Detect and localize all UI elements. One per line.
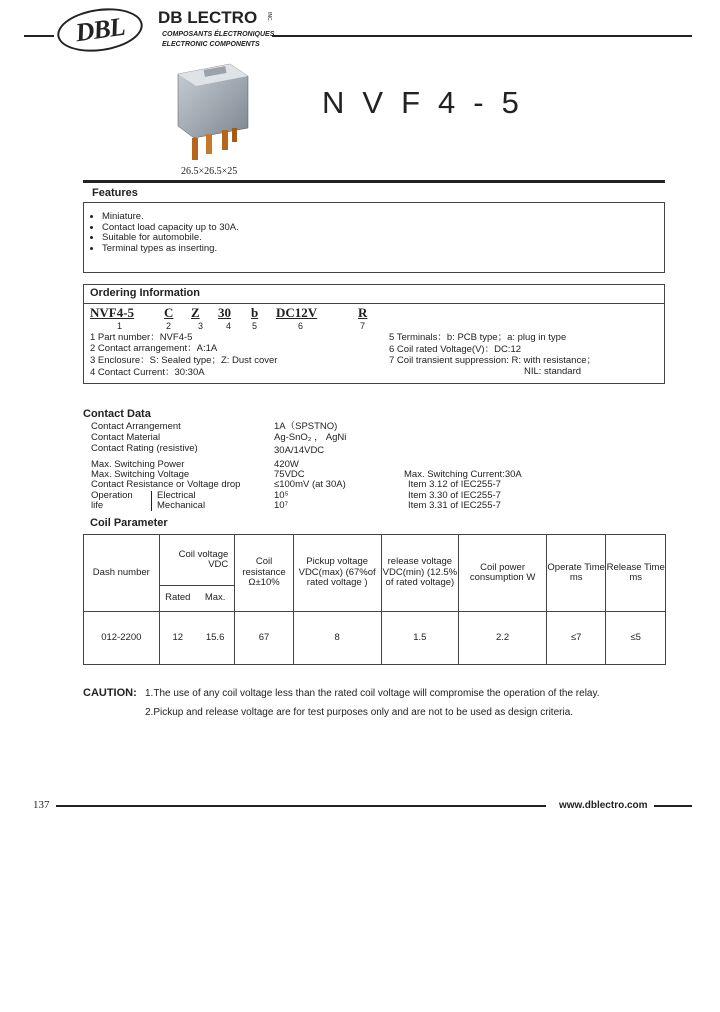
contact-label: Max. Switching Power [91,459,185,470]
cell-rated: 12 [159,612,196,665]
feature-item: • Miniature. [102,212,239,223]
order-code-part: C [164,305,174,320]
col-header-rated: Rated [159,586,196,612]
electrical-label: Electrical [157,490,196,501]
table-row [84,612,666,665]
feature-item: • Contact load capacity up to 30A. [102,223,239,234]
order-code-part: NVF4-5 [90,305,135,320]
electrical-value: 10⁵ [274,490,289,501]
contact-extra: Max. Switching Current:30A [404,469,522,480]
cell-resistance: 67 [235,612,294,665]
col-header-max: Max. [196,586,235,612]
contact-value: 30A/14VDC [274,445,325,456]
order-code-part: Z [191,305,200,320]
order-code-num: 6 [298,321,304,331]
mechanical-label: Mechanical [157,500,206,511]
operation-life-divider [151,491,152,511]
contact-value: 75VDC [274,469,305,480]
col-header-release: release voltage VDC(min) (12.5% of rated voltage) [381,535,459,612]
product-title: NVF4-5 [322,85,537,120]
col-header-release-time: Release Time ms [606,535,666,612]
features-list [92,212,239,254]
website: www.dblectro.com [559,800,648,811]
contact-label: Max. Switching Voltage [91,469,190,480]
electrical-ref: Item 3.30 of IEC255-7 [408,490,501,501]
caution-line-1: 1.The use of any coil voltage less than the rated coil voltage will compromise the operation of the relay. [145,688,600,699]
order-code-num: 2 [166,321,172,331]
cell-operate: ≤7 [546,612,606,665]
col-header-power: Coil power consumption W [459,535,547,612]
feature-item: • Terminal types as inserting. [102,244,239,255]
caution-line-2: 2.Pickup and release voltage are for test purposes only and are not to be used as design criteria. [145,707,574,718]
coil-parameter-table [83,534,666,665]
header-rule-left [24,35,54,37]
brand-name: DB LECTRO [158,8,258,27]
cell-pickup: 8 [293,612,381,665]
brand-mark: INC. [266,12,272,22]
col-header-resistance: Coil resistance Ω±10% [235,535,294,612]
contact-label: Contact Arrangement [91,421,181,432]
relay-image [170,60,260,165]
cell-power: 2.2 [459,612,547,665]
mechanical-value: 10⁷ [274,500,289,511]
order-code-num: 7 [360,321,366,331]
order-code-part: 30 [218,305,231,320]
ordering-right-item: 7 Coil transient suppression: R: with resistance； [389,355,596,366]
ordering-right-item: 6 Coil rated Voltage(V)：DC:12 [389,344,522,355]
page-number: 137 [33,799,50,811]
contact-value: 1A（SPSTNO) [274,421,338,432]
ordering-left-item: 2 Contact arrangement：A:1A [90,343,218,354]
contact-heading: Contact Data [83,408,151,420]
operation-label: Operation [91,490,133,501]
contact-value: Ag-SnO₂ ， AgNi [274,432,347,443]
features-rule [83,180,665,183]
contact-label: Contact Material [91,432,161,443]
order-code-part: b [251,305,259,320]
contact-value: 420W [274,459,299,470]
mechanical-ref: Item 3.31 of IEC255-7 [408,500,501,511]
contact-extra: Item 3.12 of IEC255-7 [408,479,501,490]
caution-label: CAUTION: [83,687,137,699]
ordering-left-item: 1 Part number：NVF4-5 [90,332,193,343]
brand-subtitle-2: ELECTRONIC COMPONENTS [162,41,260,48]
order-code-num: 4 [226,321,232,331]
logo-text: DBL [73,11,127,48]
product-dimensions: 26.5×26.5×25 [181,166,238,177]
cell-max: 15.6 [196,612,235,665]
ordering-heading-rule [83,303,665,304]
contact-label: Contact Resistance or Voltage drop [91,479,241,490]
life-label: life [91,500,104,511]
col-header-pickup: Pickup voltage VDC(max) (67%of rated voltage ) [293,535,381,612]
col-header-operate: Operate Time ms [546,535,606,612]
brand-subtitle-1: COMPOSANTS ÉLECTRONIQUES [162,31,275,38]
features-heading: Features [92,187,138,199]
order-code-part: DC12V [276,305,318,320]
ordering-heading: Ordering Information [90,287,200,299]
contact-value: ≤100mV (at 30A) [274,479,346,490]
feature-item: • Suitable for automobile. [102,233,239,244]
header-rule-right [272,35,692,37]
order-code-part: R [358,305,368,320]
coil-heading: Coil Parameter [90,517,168,529]
ordering-right-item: NIL: standard [524,366,582,377]
footer-rule-right [654,805,692,807]
cell-release-time: ≤5 [606,612,666,665]
order-code-num: 1 [117,321,123,331]
dbl-logo [54,3,145,57]
col-header-coil-voltage: Coil voltage VDC [159,535,235,586]
contact-label: Contact Rating (resistive) [91,443,198,454]
ordering-left-item: 3 Enclosure：S: Sealed type；Z: Dust cover [90,355,278,366]
col-header-dash: Dash number [84,535,160,612]
cell-release: 1.5 [381,612,459,665]
ordering-left-item: 4 Contact Current：30:30A [90,367,205,378]
ordering-right-item: 5 Terminals：b: PCB type；a: plug in type [389,332,567,343]
order-code-num: 3 [198,321,204,331]
footer-rule-left [56,805,546,807]
cell-dash: 012-2200 [84,612,160,665]
order-code-num: 5 [252,321,258,331]
